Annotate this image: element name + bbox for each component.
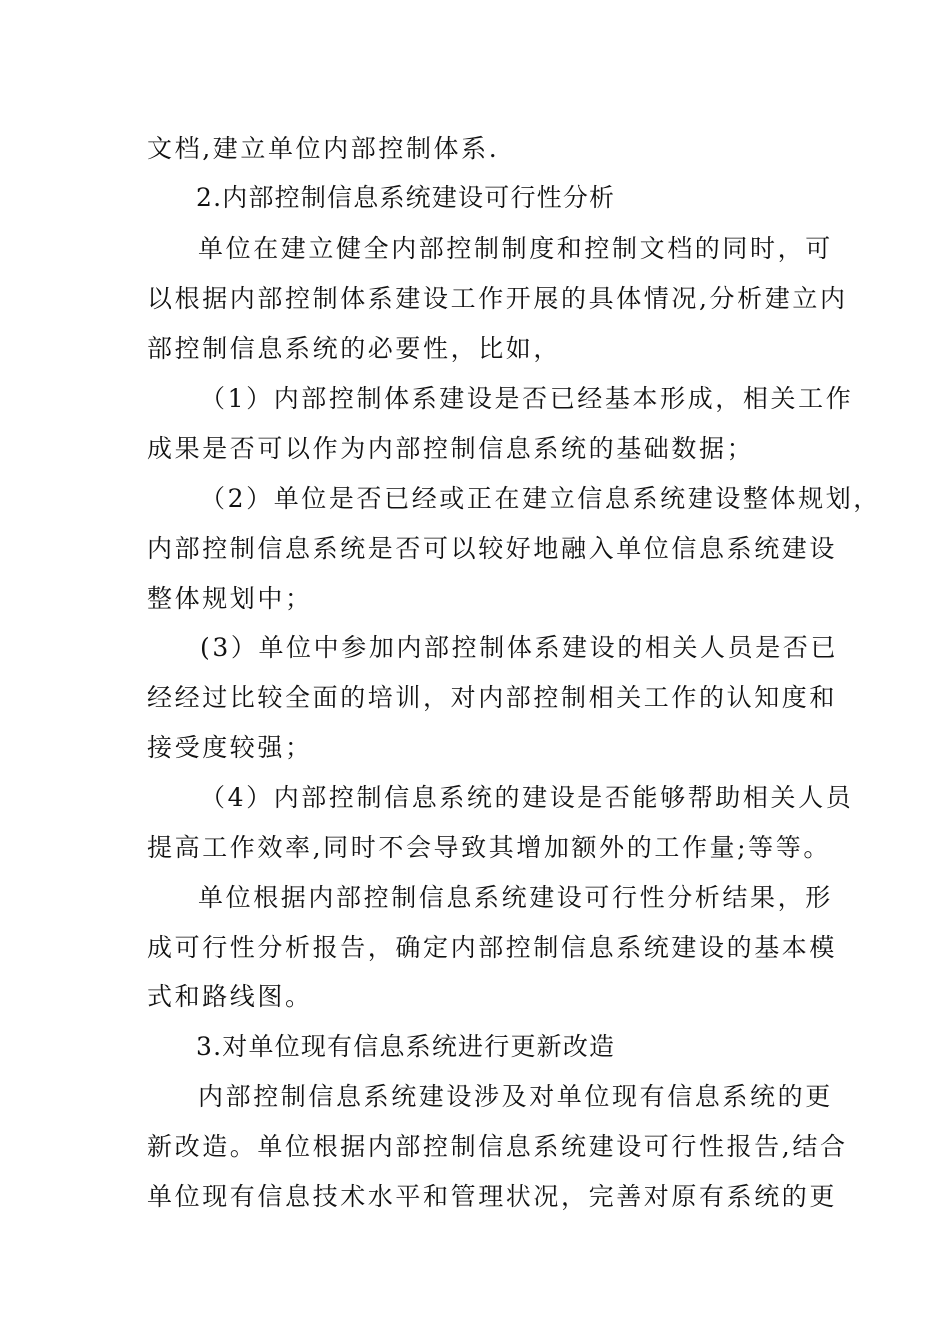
list-item-line: （4）内部控制信息系统的建设是否能够帮助相关人员 bbox=[200, 783, 854, 812]
paragraph-line: 式和路线图。 bbox=[147, 982, 313, 1011]
paragraph-line: 新改造。单位根据内部控制信息系统建设可行性报告,结合 bbox=[147, 1132, 848, 1161]
list-item-line: （2）单位是否已经或正在建立信息系统建设整体规划， bbox=[200, 484, 881, 513]
list-item-line: 成果是否可以作为内部控制信息系统的基础数据； bbox=[147, 434, 755, 463]
list-item-line: （1）内部控制体系建设是否已经基本形成，相关工作 bbox=[200, 384, 854, 413]
paragraph-line: 单位根据内部控制信息系统建设可行性分析结果，形 bbox=[198, 883, 833, 912]
paragraph-line: 单位在建立健全内部控制制度和控制文档的同时，可 bbox=[198, 234, 833, 263]
list-item-line: 整体规划中； bbox=[147, 584, 313, 613]
list-item-line: 接受度较强； bbox=[147, 733, 313, 762]
list-item-line: (3）单位中参加内部控制体系建设的相关人员是否已 bbox=[200, 633, 839, 662]
section-heading: 2.内部控制信息系统建设可行性分析 bbox=[196, 183, 616, 212]
list-item-line: 内部控制信息系统是否可以较好地融入单位信息系统建设 bbox=[147, 534, 838, 563]
list-item-line: 提高工作效率,同时不会导致其增加额外的工作量;等等。 bbox=[147, 833, 831, 862]
body-text-line: 文档,建立单位内部控制体系. bbox=[147, 134, 500, 163]
paragraph-line: 部控制信息系统的必要性，比如， bbox=[147, 334, 562, 363]
paragraph-line: 单位现有信息技术水平和管理状况，完善对原有系统的更 bbox=[147, 1182, 838, 1211]
section-heading: 3.对单位现有信息系统进行更新改造 bbox=[196, 1032, 616, 1061]
paragraph-line: 以根据内部控制体系建设工作开展的具体情况,分析建立内 bbox=[147, 284, 848, 313]
paragraph-line: 成可行性分析报告，确定内部控制信息系统建设的基本模 bbox=[147, 933, 838, 962]
paragraph-line: 内部控制信息系统建设涉及对单位现有信息系统的更 bbox=[198, 1082, 833, 1111]
list-item-line: 经经过比较全面的培训，对内部控制相关工作的认知度和 bbox=[147, 683, 838, 712]
